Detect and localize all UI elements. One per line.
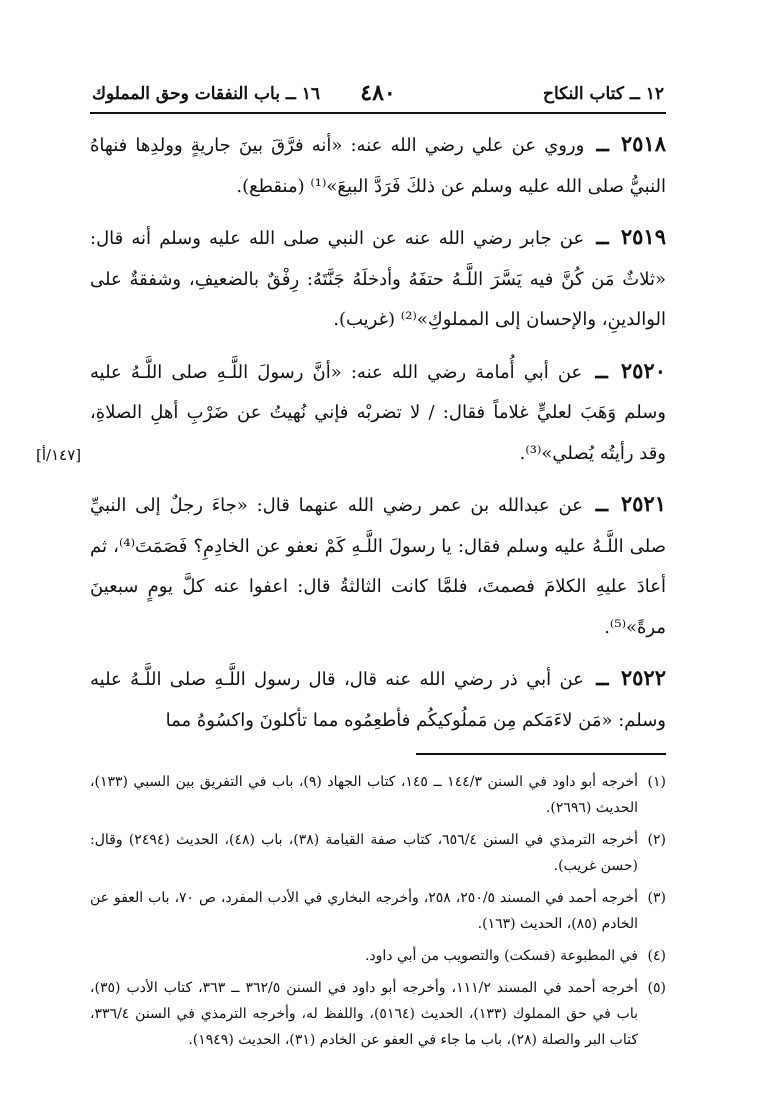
footnote-label: (٥): [647, 980, 666, 996]
footnote-text: في المطبوعة (فسكت) والتصويب من أبي داود.: [364, 948, 638, 964]
hadith-number: ٢٥٢١: [620, 491, 666, 516]
hadith-dash: ــ: [595, 357, 608, 383]
main-text: [36, 124, 666, 741]
hadith-text: وروي عن علي رضي الله عنه: «أنه فرَّقَ بينَ جاريةٍ وولدِها فنهاهُ النبيُّ صلى الله عليه وسلم عن ذلكَ فَرَدَّ البيعَ»⁽¹⁾ (منقطع).: [90, 135, 666, 197]
hadith-2520: [36, 351, 666, 475]
hadith-number: ٢٥١٨: [620, 131, 666, 156]
hadith-2522: [90, 658, 666, 741]
footnotes: [90, 769, 666, 1053]
hadith-number: ٢٥٢٠: [620, 357, 666, 383]
footnote-2: [90, 827, 666, 879]
footnote-text: أخرجه أبو داود في السنن ١٤٤/٣ ــ ١٤٥، كتاب الجهاد (٩)، باب في التفريق بين السبي (١٣٣)، الحديث (٢٦٩٦).: [90, 774, 638, 816]
footnote-label: (٢): [647, 832, 666, 848]
hadith-dash: ــ: [596, 224, 609, 249]
footnote-label: (٤): [647, 948, 666, 964]
hadith-text: عن أبي أُمامة رضي الله عنه: «أنَّ رسولَ اللَّـهِ صلى اللَّـهُ عليه وسلم وَهَبَ لعليٍّ غلاماً فقال: / لا تضربْه فإني نُهيتُ عن ضَرْبِ أهلِ الصلاةِ، وقد رأيتُه يُصلي»⁽³⁾.: [90, 361, 666, 464]
hadith-2519: [90, 217, 666, 341]
footnote-label: (٣): [647, 890, 666, 906]
hadith-text: عن جابر رضي الله عنه عن النبي صلى الله عليه وسلم أنه قال: «ثلاثٌ مَن كُنَّ فيه يَسَّرَ اللَّـهُ حتفَهُ وأدخلَهُ جَنَّتَهُ: رِفْقٌ بالضعيفِ، وشفقةٌ على الوالدينِ، والإحسان إلى المملوكِ»⁽²⁾ (غريب).: [90, 228, 666, 330]
hadith-2518: [90, 124, 666, 207]
hadith-dash: ــ: [596, 131, 609, 156]
footnote-label: (١): [647, 774, 666, 790]
hadith-2521: [90, 484, 666, 648]
hadith-number: ٢٥٢٢: [620, 665, 666, 690]
hadith-number: ٢٥١٩: [620, 224, 666, 249]
hadith-text: عن عبدالله بن عمر رضي الله عنهما قال: «جاءَ رجلٌ إلى النبيِّ صلى اللَّـهُ عليه وسلم فقال: يا رسولَ اللَّـهِ كَمْ نعفو عن الخادِمِ؟ فَصَمَتَ⁽⁴⁾، ثم أعادَ عليهِ الكلامَ فصمتَ، فلمَّا كانت الثالثةُ قال: اعفوا عنه كلَّ يومٍ سبعينَ مرةً»⁽⁵⁾.: [90, 495, 666, 638]
footnote-5: [90, 975, 666, 1053]
hadith-dash: ــ: [596, 665, 609, 690]
footnote-text: أخرجه أحمد في المسند ٢٥٠/٥، ٢٥٨، وأخرجه البخاري في الأدب المفرد، ص ٧٠، باب العفو عن الخادم (٨٥)، الحديث (١٦٣).: [90, 890, 639, 932]
hadith-dash: ــ: [595, 491, 609, 516]
footnote-4: [90, 943, 666, 969]
manuscript-folio-mark: [١٤٧/أ]: [36, 445, 82, 464]
footnote-text: أخرجه الترمذي في السنن ٦٥٦/٤، كتاب صفة القيامة (٣٨)، باب (٤٨)، الحديث (٢٤٩٤) وقال: (حسن غريب).: [90, 832, 639, 874]
footnote-text: أخرجه أحمد في المسند ١١١/٢، وأخرجه أبو داود في السنن ٣٦٢/٥ ــ ٣٦٣، كتاب الأدب (٣٥)، باب في حق المملوك (١٣٣)، الحديث (٥١٦٤)، واللفظ له، وأخرجه الترمذي في السنن ٣٣٦/٤، كتاب البر والصلة (٢٨)، باب ما جاء في العفو عن الخادم (٣١)، الحديث (١٩٤٩).: [90, 980, 639, 1048]
chapter-title: ١٢ ــ كتاب النكاح: [543, 84, 664, 104]
page-number: ٤٨٠: [360, 80, 396, 106]
footnote-1: [90, 769, 666, 821]
hadith-text: عن أبي ذر رضي الله عنه قال، قال رسول اللَّـهِ صلى اللَّـهُ عليه وسلم: «مَن لاءَمَكم مِن مَملُوكيكُم فأطعِمُوه مما تأكلونَ واكسُوهُ مما: [90, 669, 666, 731]
footnote-divider: [416, 753, 666, 755]
running-header: [90, 78, 666, 114]
section-title: ١٦ ــ باب النفقات وحق المملوك: [92, 84, 321, 104]
book-page: [36, 78, 666, 1059]
footnote-3: [90, 885, 666, 937]
